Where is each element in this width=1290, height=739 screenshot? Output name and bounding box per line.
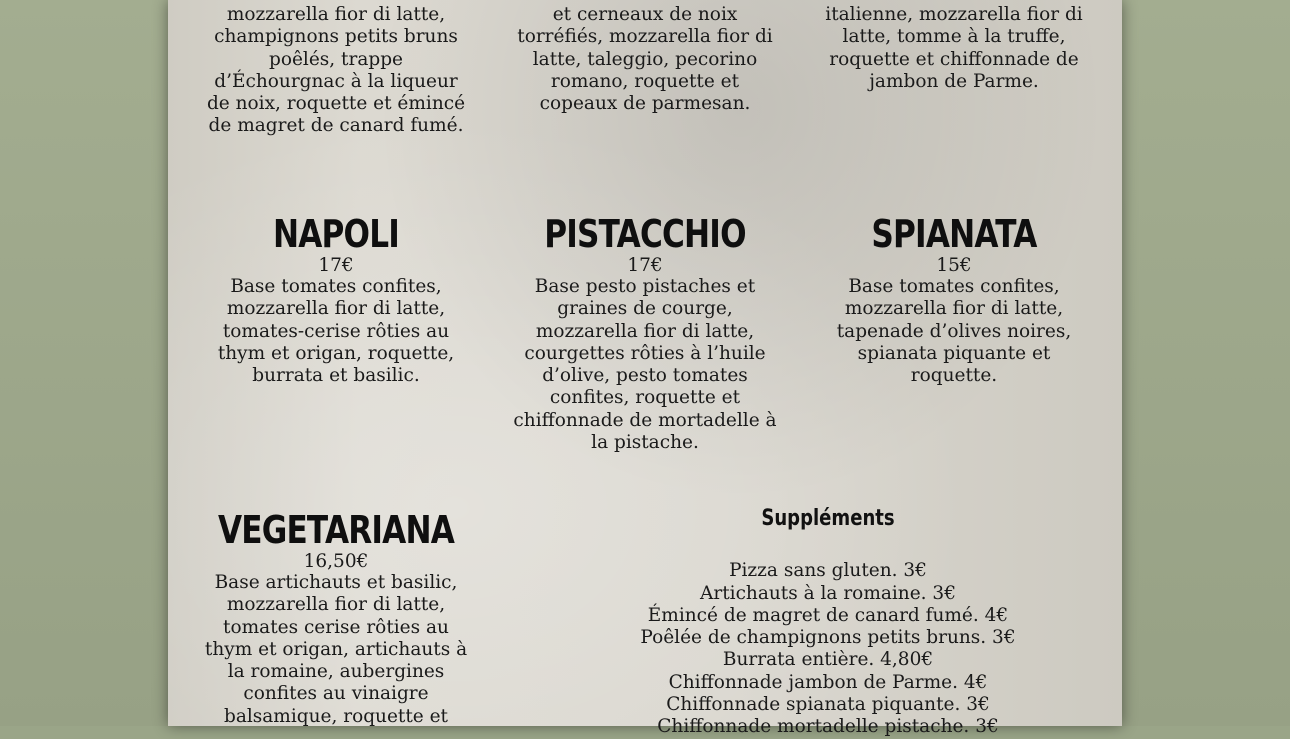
pizza-pistacchio — [495, 212, 795, 454]
pizza-price: 16,50€ — [303, 551, 369, 572]
pizza-price: 15€ — [936, 255, 972, 276]
pizza-name: PISTACCHIO — [544, 212, 746, 256]
pizza-napoli — [186, 212, 486, 387]
top-item-right — [804, 4, 1104, 93]
pizza-price: 17€ — [318, 255, 354, 276]
pizza-description: Base tomates confites, mozzarella fior di latte, tomates-cerise rôties au thym et origan, roquette, burrata et basilic. — [217, 276, 455, 387]
supplement-item: Émincé de magret de canard fumé. 4€ — [647, 604, 1009, 626]
supplement-item: Pizza sans gluten. 3€ — [729, 560, 927, 582]
supplement-item: Poêlée de champignons petits bruns. 3€ — [640, 627, 1016, 649]
pizza-name: NAPOLI — [272, 212, 400, 256]
top-item-center — [495, 4, 795, 115]
menu-paper — [168, 0, 1122, 738]
supplement-item: Burrata entière. 4,80€ — [722, 649, 934, 671]
description: mozzarella fior di latte, champignons petits bruns poêlés, trappe d’Échourgnac à la liqueur de noix, roquette et émincé de magret de canard fumé. — [206, 4, 466, 137]
pizza-description: Base artichauts et basilic, mozzarella fior di latte, tomates cerise rôties au thym et origan, artichauts à la romaine, aubergines confites au vinaigre balsamique, roquette et — [204, 572, 468, 727]
supplements-title: Suppléments — [761, 506, 895, 531]
pizza-vegetariana — [186, 508, 486, 728]
pizza-description: Base tomates confites, mozzarella fior di latte, tapenade d’olives noires, spianata piquante et roquette. — [836, 276, 1072, 387]
supplements-list — [628, 560, 1028, 738]
description: et cerneaux de noix torréfiés, mozzarella fior di latte, taleggio, pecorino romano, roquette et copeaux de parmesan. — [517, 4, 773, 115]
pizza-spianata — [804, 212, 1104, 387]
background-left — [0, 0, 168, 726]
top-item-left — [186, 4, 486, 138]
pizza-name: SPIANATA — [871, 212, 1037, 256]
pizza-description: Base pesto pistaches et graines de courge, mozzarella fior di latte, courgettes rôties à l’huile d’olive, pesto tomates confites, roquette et chiffonnade de mortadelle à la pistache. — [513, 276, 777, 454]
background-right — [1122, 0, 1290, 726]
supplement-item: Chiffonnade jambon de Parme. 4€ — [668, 671, 988, 693]
pizza-price: 17€ — [627, 255, 663, 276]
pizza-name: VEGETARIANA — [217, 508, 455, 552]
supplement-item: Artichauts à la romaine. 3€ — [700, 582, 956, 604]
supplements-section — [628, 508, 1028, 739]
supplement-item: Chiffonnade spianata piquante. 3€ — [666, 694, 990, 716]
supplement-item: Chiffonnade mortadelle pistache. 3€ — [657, 716, 999, 738]
description: italienne, mozzarella fior di latte, tomme à la truffe, roquette et chiffonnade de jambon de Parme. — [825, 4, 1083, 92]
